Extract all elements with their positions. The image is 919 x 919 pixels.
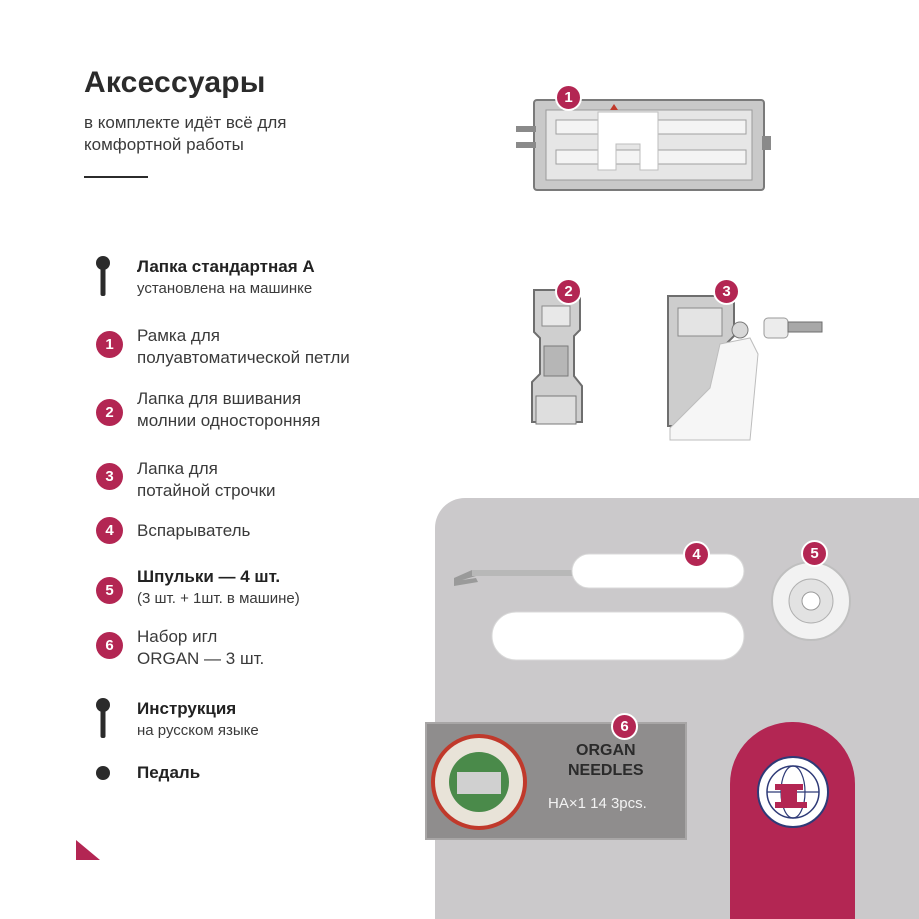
needle-pack-brand (568, 741, 644, 781)
seam-ripper-image (452, 548, 748, 671)
item-subtitle: потайной строчки (137, 481, 276, 500)
photo-badge-2: 2 (555, 278, 582, 305)
pin-icon (96, 698, 110, 745)
dot-icon (96, 766, 110, 780)
item-title: Набор игл (137, 627, 218, 646)
item-subtitle: полуавтоматической петли (137, 348, 350, 367)
item-title: Педаль (137, 763, 201, 782)
needle-pack-spec: HA×1 14 3pcs. (548, 795, 647, 812)
item-title: Вспарыватель (137, 521, 251, 540)
corner-accent (76, 840, 100, 860)
number-badge: 6 (96, 632, 123, 659)
buttonhole-frame-image (516, 96, 771, 201)
item-title: Лапка стандартная А (137, 257, 315, 276)
page-title: Аксессуары (84, 66, 266, 99)
number-badge: 2 (96, 399, 123, 426)
number-badge: 5 (96, 577, 123, 604)
item-subtitle: (3 шт. + 1шт. в машине) (137, 590, 300, 607)
zipper-foot-image (526, 286, 590, 437)
photo-badge-6: 6 (611, 713, 638, 740)
blind-stitch-foot-image (664, 292, 834, 453)
item-subtitle: на русском языке (137, 722, 259, 739)
pin-icon (96, 256, 110, 303)
number-badge: 3 (96, 463, 123, 490)
item-subtitle: установлена на машинке (137, 280, 313, 297)
item-subtitle: молнии односторонняя (137, 411, 321, 430)
brand-line-2: NEEDLES (568, 762, 644, 779)
item-subtitle: ORGAN — 3 шт. (137, 649, 265, 668)
subtitle-line-1: в комплекте идёт всё для (84, 113, 287, 132)
item-title: Рамка для (137, 326, 220, 345)
bobbin-image (770, 560, 852, 647)
photo-badge-4: 4 (683, 541, 710, 568)
item-title: Лапка для (137, 459, 218, 478)
item-title: Лапка для вшивания (137, 389, 302, 408)
photo-badge-1: 1 (555, 84, 582, 111)
page-subtitle (84, 112, 286, 156)
brand-line-1: ORGAN (576, 742, 636, 759)
photo-badge-5: 5 (801, 540, 828, 567)
photo-badge-3: 3 (713, 278, 740, 305)
item-title: Инструкция (137, 699, 237, 718)
brand-logo-icon (757, 756, 829, 828)
number-badge: 4 (96, 517, 123, 544)
title-underline (84, 176, 148, 178)
needle-pack-image (425, 722, 687, 840)
number-badge: 1 (96, 331, 123, 358)
subtitle-line-2: комфортной работы (84, 135, 244, 154)
item-title: Шпульки — 4 шт. (137, 567, 281, 586)
